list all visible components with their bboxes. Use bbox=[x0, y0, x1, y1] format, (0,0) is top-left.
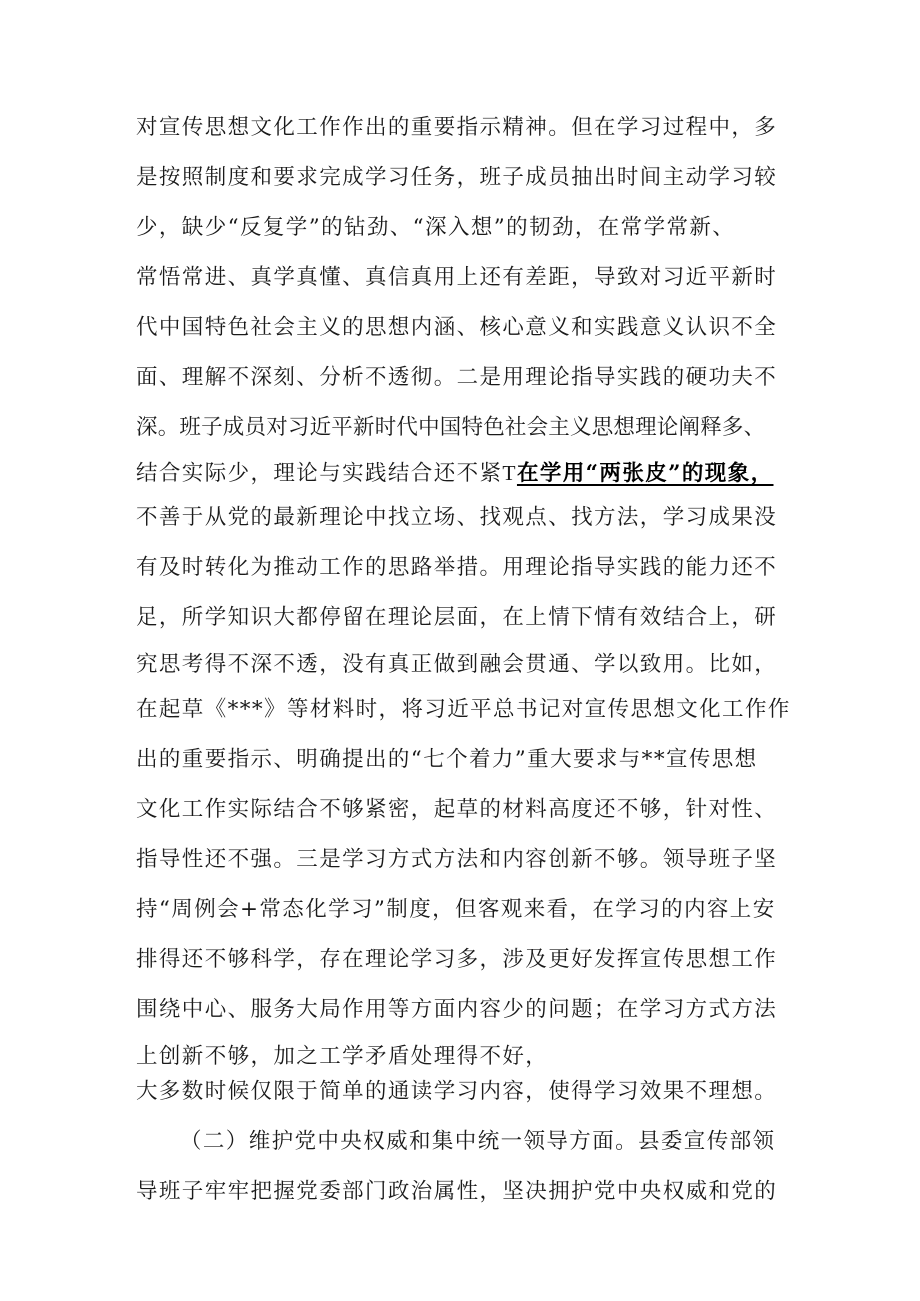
body-text-line: 是按照制度和要求完成学习任务，班子成员抽出时间主动学习较 bbox=[136, 165, 778, 190]
body-text-line: 出的重要指示、明确提出的“七个着力”重大要求与**宣传思想 bbox=[136, 747, 758, 772]
stray-character: T bbox=[502, 461, 517, 485]
body-text-line: 究思考得不深不透，没有真正做到融会贯通、学以致用。比如， bbox=[136, 652, 778, 677]
body-text-line: 导班子牢牢把握党委部门政治属性，坚决拥护党中央权威和党的 bbox=[136, 1179, 778, 1204]
body-text-line: 面、理解不深刻、分析不透彻。二是用理论指导实践的硬功夫不 bbox=[136, 365, 778, 390]
body-text-line: 持“周例会+常态化学习”制度，但客观来看，在学习的内容上安 bbox=[136, 897, 776, 922]
line-text: 结合实际少，理论与实践结合还不紧 bbox=[136, 461, 503, 486]
body-text-line: 上创新不够，加之工学矛盾处理得不好， bbox=[136, 1044, 549, 1069]
body-text-line: 大多数时候仅限于简单的通读学习内容，使得学习效果不理想。 bbox=[136, 1079, 778, 1104]
body-text-line: 指导性还不强。三是学习方式方法和内容创新不够。领导班子坚 bbox=[136, 847, 778, 872]
body-text-line: 围绕中心、服务大局作用等方面内容少的问题；在学习方式方法 bbox=[136, 997, 778, 1022]
highlighted-phrase: 在学用“两张皮”的现象， bbox=[516, 461, 774, 486]
body-text-line: 文化工作实际结合不够紧密，起草的材料高度还不够，针对性、 bbox=[136, 797, 778, 822]
body-text-line: 少，缺少“反复学”的钻劲、“深入想”的韧劲，在常学常新、 bbox=[136, 215, 736, 240]
body-text-line: 足，所学知识大都停留在理论层面，在上情下情有效结合上，研 bbox=[136, 605, 778, 630]
body-text-line: 常悟常进、真学真懂、真信真用上还有差距，导致对习近平新时 bbox=[136, 265, 778, 290]
body-text-line: 代中国特色社会主义的思想内涵、核心意义和实践意义认识不全 bbox=[136, 315, 778, 340]
body-text-line: 对宣传思想文化工作作出的重要指示精神。但在学习过程中，多 bbox=[136, 115, 778, 140]
body-text-line: 有及时转化为推动工作的思路举措。用理论指导实践的能力还不 bbox=[136, 555, 778, 580]
body-text-line: 深。班子成员对习近平新时代中国特色社会主义思想理论阐释多、 bbox=[136, 415, 766, 440]
body-text-line: 排得还不够科学，存在理论学习多，涉及更好发挥宣传思想工作 bbox=[136, 947, 778, 972]
body-text-line-highlighted bbox=[136, 458, 774, 488]
body-text-line: 不善于从党的最新理论中找立场、找观点、找方法，学习成果没 bbox=[136, 505, 778, 530]
body-text-line: 在起草《***》等材料时，将习近平总书记对宣传思想文化工作作 bbox=[136, 697, 791, 722]
section-heading-line: （二）维护党中央权威和集中统一领导方面。县委宣传部领 bbox=[180, 1129, 776, 1154]
